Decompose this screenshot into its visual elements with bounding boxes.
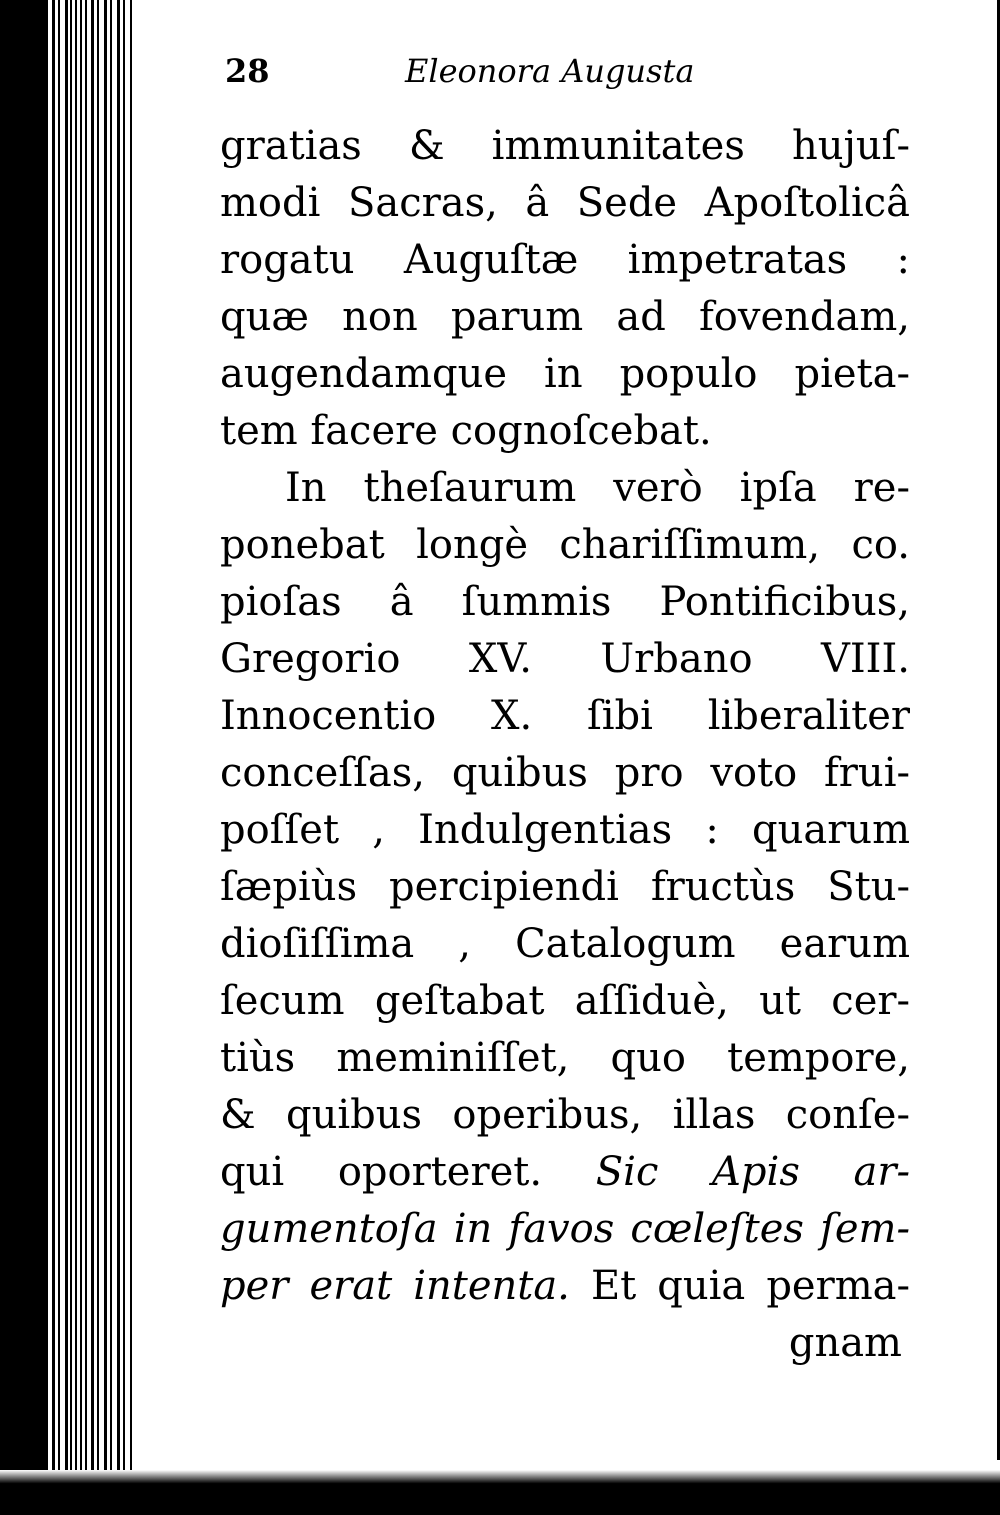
- text-line: ſecum geſtabat aſſiduè, ut cer-: [220, 978, 910, 1024]
- text-line: tem facere cognoſcebat.: [220, 408, 712, 454]
- catchword: gnam: [788, 1320, 902, 1366]
- paragraph-start-line: In theſaurum verò ipſa re-: [285, 465, 910, 511]
- body-text: [220, 118, 910, 1372]
- text-line-mixed: [220, 1258, 910, 1315]
- text-line: conceſſas, quibus pro voto frui-: [220, 750, 910, 796]
- italic-text: per erat intenta.: [220, 1263, 570, 1309]
- text-line: ſæpiùs percipiendi fructùs Stu-: [220, 864, 910, 910]
- text-line: tiùs meminiſſet, quo tempore,: [220, 1035, 910, 1081]
- text-line-italic: [220, 1201, 910, 1258]
- roman-text: Et quia perma-: [590, 1263, 911, 1309]
- text-line-mixed: [220, 1144, 910, 1201]
- text-line: Innocentio X. ſibi liberaliter: [220, 693, 910, 739]
- italic-text: gumentoſa in favos cœleſtes ſem-: [220, 1206, 910, 1252]
- book-binding-edge: [0, 0, 132, 1480]
- text-line: & quibus operibus, illas conſe-: [220, 1092, 910, 1138]
- page-number: 28: [225, 52, 270, 90]
- text-line: pioſas â ſummis Pontificibus,: [220, 579, 910, 625]
- text-line: Gregorio XV. Urbano VIII.: [220, 636, 910, 682]
- text-line: dioſiſſima , Catalogum earum: [220, 921, 910, 967]
- text-line: poſſet , Indulgentias : quarum: [220, 807, 910, 853]
- text-line: modi Sacras, â Sede Apoſtolicâ: [220, 180, 910, 226]
- page-bottom-edge: [0, 1470, 1000, 1515]
- running-head: Eleonora Augusta: [405, 52, 695, 90]
- text-line: quæ non parum ad fovendam,: [220, 294, 910, 340]
- text-line: gratias & immunitates hujuſ-: [220, 123, 910, 169]
- italic-text: Sic Apis ar-: [595, 1149, 911, 1195]
- text-line: augendamque in populo pieta-: [220, 351, 910, 397]
- text-line: ponebat longè chariſſimum, co.: [220, 522, 910, 568]
- text-line: rogatu Auguſtæ impetratas :: [220, 237, 910, 283]
- page-header: [225, 48, 745, 94]
- roman-text: qui oporteret.: [220, 1149, 543, 1195]
